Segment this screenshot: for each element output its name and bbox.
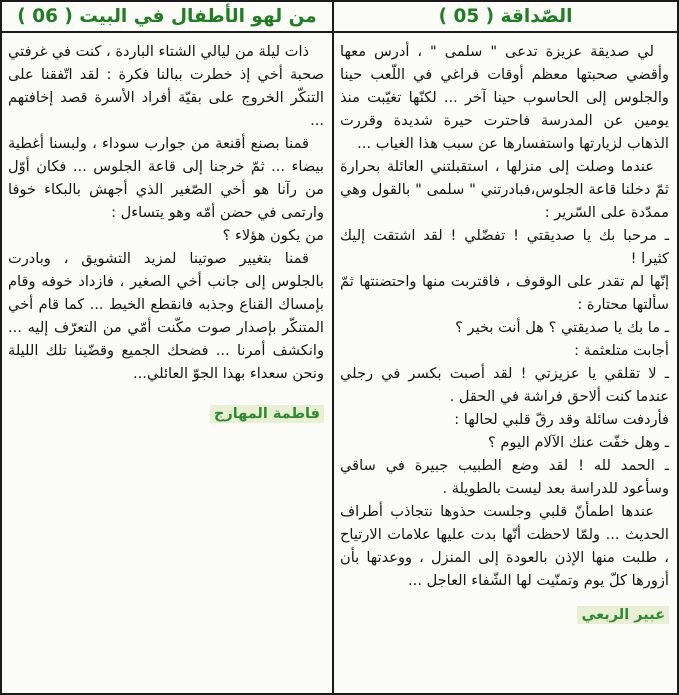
- story-05-paragraph: عندها اطمأنّ قلبي وجلست حذوها نتجاذب أطراف الحديث ... ولمّا لاحظت أنّها بدت عليها علامات الارتياح ، طلبت منها الإذن بالعودة إلى المنزل ، ووعدتها بأن أزورها كلّ يوم وتمنّيت لها الشّفاء العاجل ...: [340, 503, 669, 589]
- story-06-question-line: من يكون هؤلاء ؟: [222, 227, 324, 244]
- story-06-paragraph: قمنا بصنع أقنعة من جوارب سوداء ، ولبسنا أغطية بيضاء ... ثمّ خرجنا إلى قاعة الجلوس ... فكان أوّل من رآنا هو أخي الصّغير الذي أجهش بالبكاء خوفا وارتمى في حضن أمّه وهو يتساءل :: [8, 135, 324, 221]
- story-05-paragraph: عندما وصلت إلى منزلها ، استقبلتني العائلة بحرارة ثمّ دخلنا قاعة الجلوس،فبادرتني " سلمى " بالقول وهي ممدّدة على السّرير :: [340, 158, 669, 221]
- story-06-text: [2, 33, 332, 693]
- story-05-dialogue-line: ـ مرحبا بك يا صديقتي ! تفضّلي ! لقد اشتقت إليك كثيرا !: [340, 227, 669, 267]
- story-06-author-signature: [8, 403, 324, 426]
- story-06-title: من لهو الأطفال في البيت ( 06 ): [2, 2, 332, 33]
- story-05-paragraph: لي صديقة عزيزة تدعى " سلمى " ، أدرس معها وأقضي صحبتها معظم أوقات فراغي في اللّعب حينا والجلوس إلى الحاسوب حينا آخر ... لكنّها تغيّبت منذ يومين عن المدرسة فاحترت حيرة شديدة وقررت الذهاب لزيارتها واستفسارها عن سبب هذا الغياب ...: [340, 43, 669, 152]
- story-05-text: [334, 33, 677, 693]
- story-05-paragraph: أجابت متلعثمة :: [574, 342, 669, 359]
- story-05-author-name: عبير الربعي: [577, 606, 669, 624]
- story-05-author-signature: [340, 604, 669, 627]
- story-06-paragraph: ذات ليلة من ليالي الشتاء الباردة ، كنت في غرفتي صحبة أخي إذ خطرت ببالنا فكرة : لقد اتّفقنا على التنكّر الخروج على بقيّة أفراد الأسرة قصد إخافتهم ...: [8, 43, 324, 129]
- story-05-dialogue-line: ـ لا تقلقي يا عزيزتي ! لقد أصبت بكسر في رجلي عندما كنت ألاحق فراشة في الحقل .: [340, 365, 669, 405]
- story-05-dialogue-line: ـ ما بك يا صديقتي ؟ هل أنت بخير ؟: [455, 319, 669, 336]
- story-05-paragraph: فأردفت سائلة وقد رقّ قلبي لحالها :: [454, 411, 669, 428]
- story-05-dialogue-line: ـ وهل خفّت عنك الآلام اليوم ؟: [487, 434, 669, 451]
- story-05-dialogue-line: ـ الحمد لله ! لقد وضع الطبيب جبيرة في ساقي وسأعود للدراسة بعد ليست بالطويلة .: [340, 457, 669, 497]
- story-06-author-name: فاطمة المهارج: [210, 405, 324, 423]
- story-05-title: الصّداقة ( 05 ): [334, 2, 677, 33]
- story-06-paragraph: قمنا بتغيير صوتينا لمزيد التشويق ، وبادرت بالجلوس إلى جانب أخي الصغير ، فازداد خوفه وقام بإمساك القناع وجذبه فانقطع الخيط ... كما قام أخي المتنكّر بإصدار صوت مكّنت أمّي من التعرّف إليه ... وانكشف أمرنا ... فضحك الجميع وقضّينا تلك الليلة ونحن سعداء بهذا الجوّ العائلي...: [8, 250, 324, 382]
- story-05-column: [332, 2, 677, 693]
- story-05-paragraph: إنّها لم تقدر على الوقوف ، فاقتربت منها واحتضنتها ثمّ سألتها محتارة :: [340, 273, 669, 313]
- story-06-column: [2, 2, 332, 693]
